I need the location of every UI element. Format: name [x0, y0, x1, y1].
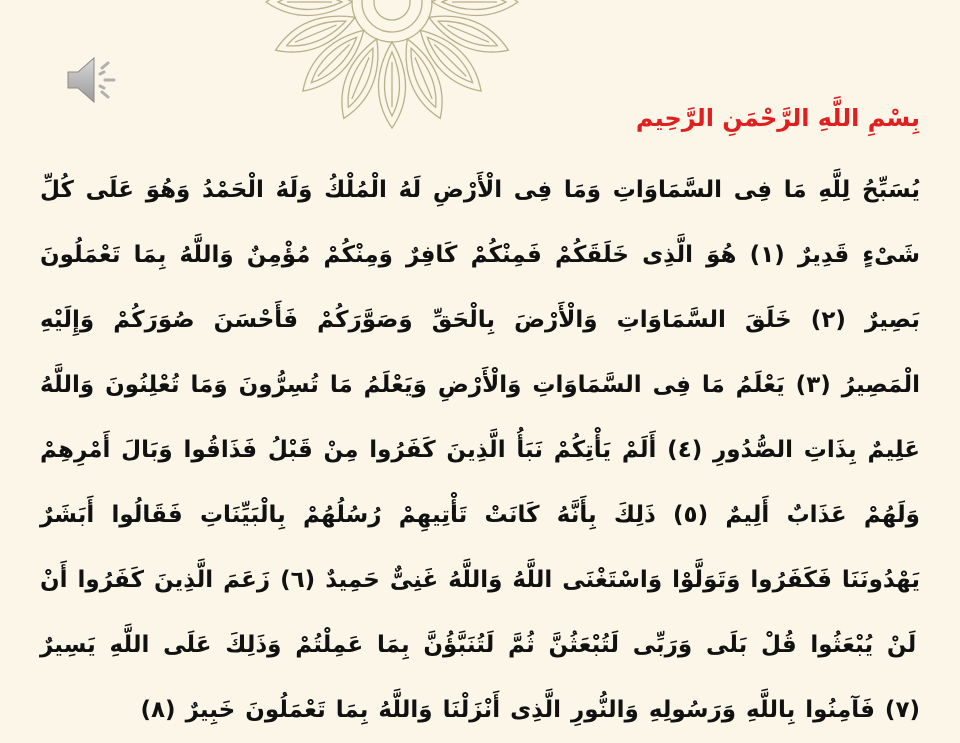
verse-2-text: هُوَ الَّذِى خَلَقَكُمْ فَمِنْكُمْ كَافِرٌ وَمِنْكُمْ مُؤْمِنٌ وَاللَّهُ بِمَا تَعْمَلُونَ بَصِيرٌ — [40, 242, 920, 333]
verse-3-number: (٣) — [784, 372, 831, 398]
verse-8-text: فَآمِنُوا بِاللَّهِ وَرَسُولِهِ وَالنُّورِ الَّذِى أَنْزَلْنَا وَاللَّهُ بِمَا تَعْمَلُونَ خَبِيرٌ — [175, 697, 875, 723]
verses-paragraph — [40, 158, 920, 743]
verse-1-text: يُسَبِّحُ لِلَّهِ مَا فِى السَّمَاوَاتِ وَمَا فِى الْأَرْضِ لَهُ الْمُلْكُ وَلَهُ الْحَمْدُ وَهُوَ عَلَى كُلِّ شَىْءٍ قَدِيرٌ — [40, 177, 920, 268]
verse-1-number: (١) — [736, 242, 785, 268]
verse-5-number: (٥) — [655, 502, 709, 528]
verse-2-number: (٢) — [791, 307, 846, 333]
verse-6-text: ذَلِكَ بِأَنَّهُ كَانَتْ تَأْتِيهِمْ رُسُلُهُمْ بِالْبَيِّنَاتِ فَقَالُوا أَبَشَرٌ يَهْدُونَنَا فَكَفَرُوا وَتَوَلَّوْا وَاسْتَغْنَى اللَّهُ وَاللَّهُ غَنِىٌّ حَمِيدٌ — [40, 502, 920, 593]
verse-5-text: أَلَمْ يَأْتِكُمْ نَبَأُ الَّذِينَ كَفَرُوا مِنْ قَبْلُ فَذَاقُوا وَبَالَ أَمْرِهِمْ وَلَهُمْ عَذَابٌ أَلِيمٌ — [40, 437, 920, 528]
verse-6-number: (٦) — [270, 567, 316, 593]
verse-8-number: (٨) — [140, 697, 176, 723]
basmala-heading: بِسْمِ اللَّهِ الرَّحْمَنِ الرَّحِيم — [635, 104, 920, 132]
verse-4-text: يَعْلَمُ مَا فِى السَّمَاوَاتِ وَالْأَرْضِ وَيَعْلَمُ مَا تُسِرُّونَ وَمَا تُعْلِنُونَ وَاللَّهُ عَلِيمٌ بِذَاتِ الصُّدُورِ — [40, 372, 920, 463]
verse-3-text: خَلَقَ السَّمَاوَاتِ وَالْأَرْضَ بِالْحَقِّ وَصَوَّرَكُمْ فَأَحْسَنَ صُوَرَكُمْ وَإِلَيْهِ الْمَصِيرُ — [40, 307, 920, 398]
verse-7-text: زَعَمَ الَّذِينَ كَفَرُوا أَنْ لَنْ يُبْعَثُوا قُلْ بَلَى وَرَبِّى لَتُبْعَثُنَّ ثُمَّ لَتُنَبَّؤُنَّ بِمَا عَمِلْتُمْ وَذَلِكَ عَلَى اللَّهِ يَسِيرٌ — [40, 567, 917, 658]
verse-7-number: (٧) — [874, 697, 920, 723]
mandala-ornament-icon — [262, 0, 522, 132]
verse-4-number: (٤) — [656, 437, 703, 463]
speaker-icon[interactable] — [62, 52, 128, 108]
